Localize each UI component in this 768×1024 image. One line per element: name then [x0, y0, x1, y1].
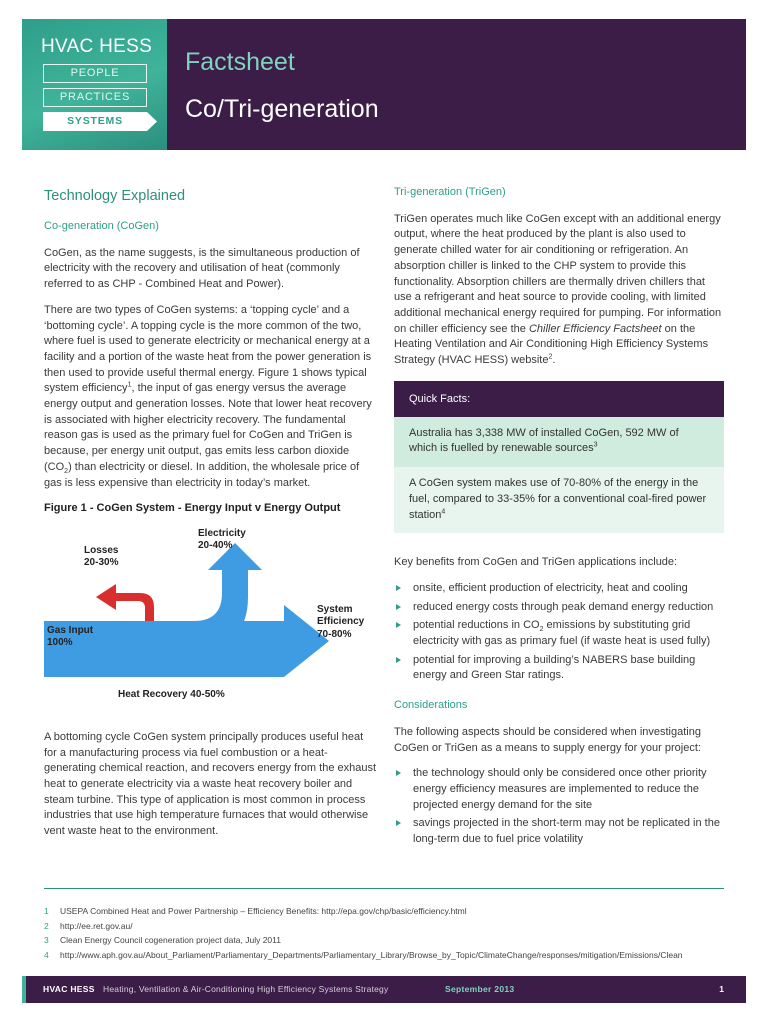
brand-panel [22, 19, 167, 150]
footnote-3: 3 Clean Energy Council cogeneration project data, July 2011 [44, 935, 281, 945]
nav-practices[interactable]: PRACTICES [43, 88, 147, 107]
page-title: Co/Tri-generation [185, 95, 379, 123]
header [22, 19, 746, 150]
footer-date: September 2013 [445, 984, 515, 994]
list-item: reduced energy costs through peak demand energy reduction [394, 600, 724, 616]
left-column [44, 185, 376, 850]
electricity-label: Electricity 20-40% [198, 527, 246, 552]
gas-input-label: Gas Input 100% [47, 624, 94, 649]
footnote-ref-1[interactable]: 1 [127, 381, 132, 389]
footnote-divider [44, 888, 724, 889]
benefits-intro: Key benefits from CoGen and TriGen applications include: [394, 556, 678, 569]
footnotes [44, 904, 724, 962]
factsheet-label: Factsheet [185, 48, 295, 76]
footnote-ref-3[interactable]: 3 [593, 441, 598, 449]
bullet-arrow-icon [396, 820, 401, 826]
list-item: onsite, efficient production of electricity, heat and cooling [394, 581, 724, 597]
footnote-1[interactable]: 1 USEPA Combined Heat and Power Partnership – Efficiency Benefits: http://epa.gov/chp/basic/efficiency.html [44, 906, 467, 916]
nav-systems[interactable] [43, 112, 158, 131]
losses-label: Losses 20-30% [84, 544, 119, 569]
energy-flow-diagram [44, 525, 376, 710]
bullet-arrow-icon [396, 770, 401, 776]
list-item: potential reductions in $CO_2$ emissions by substituting grid electricity with gas as primary fuel (if waste heat is used fully) [394, 618, 724, 649]
trigen-paragraph: TriGen operates much like CoGen except with an additional energy output, where the heat produced by the plant is also used to generate chilled water for air conditioning or refrigeration. An absorption chiller is linked to the CHP system to provide this functionality. Absorption chillers are thermally driven chillers that use a refrigerant and heat source to provide cooling, with limited additional mechanical energy required for pumping. For information on chiller efficiency see the Chiller Efficiency Factsheet on the Heating Ventilation and Air Conditioning High Efficiency Systems Strategy (HVAC HESS) website$^2$. [394, 212, 722, 367]
cogen-paragraph-2: There are two types of CoGen systems: a ‘topping cycle’ and a ‘bottoming cycle’. A topping cycle is the more common of the two, where fuel is used to generate electricity or mechanical energy at a facility and a portion of the waste heat from the power generation is then used to provide useful thermal energy. Figure 1 shows typical system efficiency$^1$, the input of gas energy versus the average energy output and generation losses. Note that lower heat recovery is associated with higher electricity recovery. The fundamental reason gas is used as the primary fuel for CoGen and TriGen is because, per energy unit output, gas emits less carbon dioxide $(CO_2)$ than electricity or diesel. In addition, the wholesale price of gas is less expensive than electricity in today’s market. [44, 303, 372, 489]
list-item: the technology should only be considered once other priority energy efficiency measures are implemented to reduce the projected energy demand for the site [394, 766, 724, 813]
list-item: potential for improving a building’s NABERS base building energy and Green Star ratings. [394, 653, 724, 684]
footer-org: HVAC HESS [43, 984, 95, 994]
bullet-arrow-icon [396, 604, 401, 610]
footnote-2[interactable]: 2 http://ee.ret.gov.au/ [44, 920, 133, 931]
system-efficiency-label: System Efficiency 70-80% [317, 603, 365, 640]
cogen-subtitle: Co-generation (CoGen) [44, 220, 159, 232]
section-title: Technology Explained [44, 188, 186, 204]
footnote-ref-2[interactable]: 2 [548, 353, 553, 361]
heat-recovery-label: Heat Recovery 40-50% [118, 688, 225, 700]
quick-facts-heading: Quick Facts: [394, 381, 724, 417]
list-item: savings projected in the short-term may not be replicated in the long-term due to fuel price volatility [394, 816, 724, 847]
quick-fact-1: Australia has 3,338 MW of installed CoGen, 592 MW of which is fuelled by renewable sources$^3$ [394, 417, 724, 467]
title-banner [167, 19, 746, 150]
brand-title: HVAC HESS [41, 36, 153, 57]
footer-accent [22, 976, 26, 1003]
page-number: 1 [719, 984, 724, 994]
nav-systems-label: SYSTEMS [67, 115, 123, 127]
nav-people[interactable]: PEOPLE [43, 64, 147, 83]
considerations-intro: The following aspects should be considered when investigating CoGen or TriGen as a means to supply energy for your project: [394, 725, 701, 754]
bullet-arrow-icon [396, 657, 401, 663]
cogen-paragraph-1: CoGen, as the name suggests, is the simultaneous production of electricity with the recovery and utilisation of heat (commonly referred to as CHP - Combined Heat and Power). [44, 246, 360, 291]
bottoming-cycle-paragraph: A bottoming cycle CoGen system principally produces useful heat for a manufacturing process via fuel combustion or a heat-generating chemical reaction, and recovers energy from the exhaust heat to generate electricity via a waste heat recovery boiler and steam turbine. This type of application is most common in process industries that use high temperature furnaces that would otherwise vent waste heat to the environment. [44, 730, 377, 838]
bullet-arrow-icon [396, 585, 401, 591]
figure-title: Figure 1 - CoGen System - Energy Input v Energy Output [44, 502, 341, 515]
considerations-title: Considerations [394, 699, 468, 712]
footer-bar [22, 976, 746, 1003]
benefits-list [394, 581, 724, 684]
footer-org-fullname: Heating, Ventilation & Air-Conditioning High Efficiency Systems Strategy [103, 984, 389, 994]
footnote-ref-4[interactable]: 4 [441, 507, 446, 515]
trigen-subtitle: Tri-generation (TriGen) [394, 186, 506, 198]
bullet-arrow-icon [396, 622, 401, 628]
chiller-factsheet-reference[interactable]: Chiller Efficiency Factsheet [528, 322, 662, 335]
right-column [394, 185, 724, 862]
losses-arrow-shape [96, 584, 154, 621]
quick-fact-2: A CoGen system makes use of 70-80% of the energy in the fuel, compared to 33-35% for a conventional coal-fired power station$^4$ [394, 467, 724, 533]
considerations-list [394, 766, 724, 848]
footnote-4[interactable]: 4 http://www.aph.gov.au/About_Parliament/Parliamentary_Departments/Parliamentary_Library/Browse_by_Topic/ClimateChange/responses/mitigation/Emissions/Clean [44, 949, 683, 960]
quick-facts-box [394, 381, 724, 534]
